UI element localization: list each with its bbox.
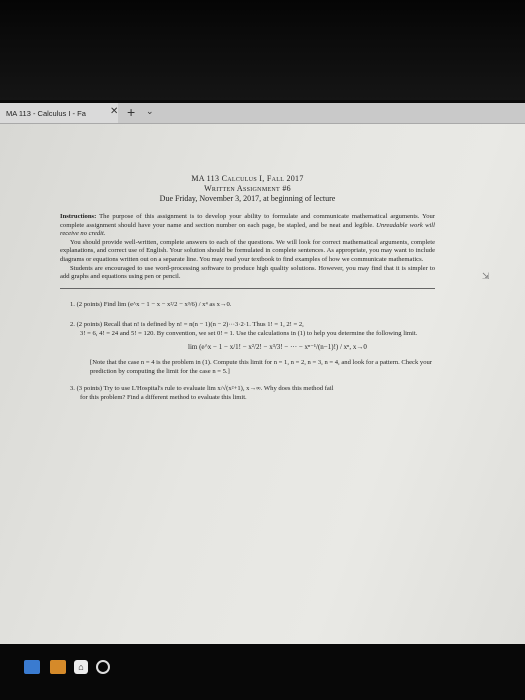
new-tab-button[interactable]: + xyxy=(127,104,136,120)
problem-2 xyxy=(60,321,435,376)
chevron-down-icon[interactable]: ⌄ xyxy=(146,106,154,116)
answer-guidance-paragraph: You should provide well-written, complete answers to each of the questions. We will look for correct mathematical arguments, complete explanations, and correct use of English. Your solution should be formulated in complete sentences. As appropriate, you may want to include diagrams or equations written out on a separate line. You may read your textbook to find examples of how we communicate mathematics. xyxy=(60,238,435,263)
instructions-label: Instructions: xyxy=(60,213,97,220)
app-store-icon[interactable] xyxy=(96,660,110,674)
course-title: MA 113 Calculus I, Fall 2017 xyxy=(191,174,304,183)
problem-3-line-2: for this problem? Find a different method to evaluate this limit. xyxy=(80,393,247,401)
close-icon[interactable]: ✕ xyxy=(110,106,119,117)
app-icon[interactable] xyxy=(50,660,66,674)
section-divider xyxy=(60,288,435,289)
software-paragraph: Students are encouraged to use word-processing software to produce high quality solutions. However, you may find that it is simpler to add graphs and equations using pen or pencil. xyxy=(60,264,435,281)
problem-2-note: [Note that the case n = 4 is the problem in (1). Compute this limit for n = 1, n = 2, n = 3, n = 4, and look for a pattern. Check your prediction by computing the limit for the case n = 5.] xyxy=(90,359,432,375)
tab-title: MA 113 - Calculus I - Fa xyxy=(6,108,86,118)
browser-tab-strip xyxy=(0,103,525,124)
instructions-paragraph xyxy=(60,213,435,239)
document-header xyxy=(60,174,435,204)
problem-2-formula: lim (e^x − 1 − x/1! − x²/2! − x³/3! − ··· − xⁿ⁻¹/(n−1)!) / xⁿ, x→0 xyxy=(188,342,367,351)
store-icon[interactable] xyxy=(74,660,88,674)
browser-tab[interactable] xyxy=(0,103,118,123)
assignment-document xyxy=(60,174,435,403)
problem-2-line-2: 3! = 6, 4! = 24 and 5! = 120. By convention, we set 0! = 1. Use the calculations in (1) to help you determine the following limit. xyxy=(80,329,418,337)
problem-1: 1. (2 points) Find lim (e^x − 1 − x − x²/2 − x³/6) / x⁴ as x→0. xyxy=(70,300,232,308)
instructions-body: The purpose of this assignment is to develop your ability to formulate and communicate mathematical arguments. Your complete assignment should have your name and section number on each page, be stapled, and be neat and legible. xyxy=(60,213,436,229)
document-page xyxy=(0,124,525,644)
monitor-bezel xyxy=(0,0,525,100)
taskbar xyxy=(0,644,525,700)
finder-icon[interactable] xyxy=(24,660,40,674)
store-glyph: ⌂ xyxy=(78,662,84,672)
due-date: Due Friday, November 3, 2017, at beginning of lecture xyxy=(159,194,336,203)
problem-3 xyxy=(60,385,435,402)
assignment-title: Written Assignment #6 xyxy=(204,184,291,193)
problem-2-line-1: 2. (2 points) Recall that n! is defined by n! = n(n − 1)(n − 2)···3·2·1. Thus 1! = 1, 2! = 2, xyxy=(70,321,304,329)
problem-3-line-1: 3. (3 points) Try to use L'Hospital's rule to evaluate lim x/√(x²+1), x→∞. Why does this method fail xyxy=(70,385,334,393)
mouse-cursor-icon: ⇲ xyxy=(482,272,490,282)
instructions-warning: Unreadable work will receive no credit. xyxy=(60,221,435,238)
